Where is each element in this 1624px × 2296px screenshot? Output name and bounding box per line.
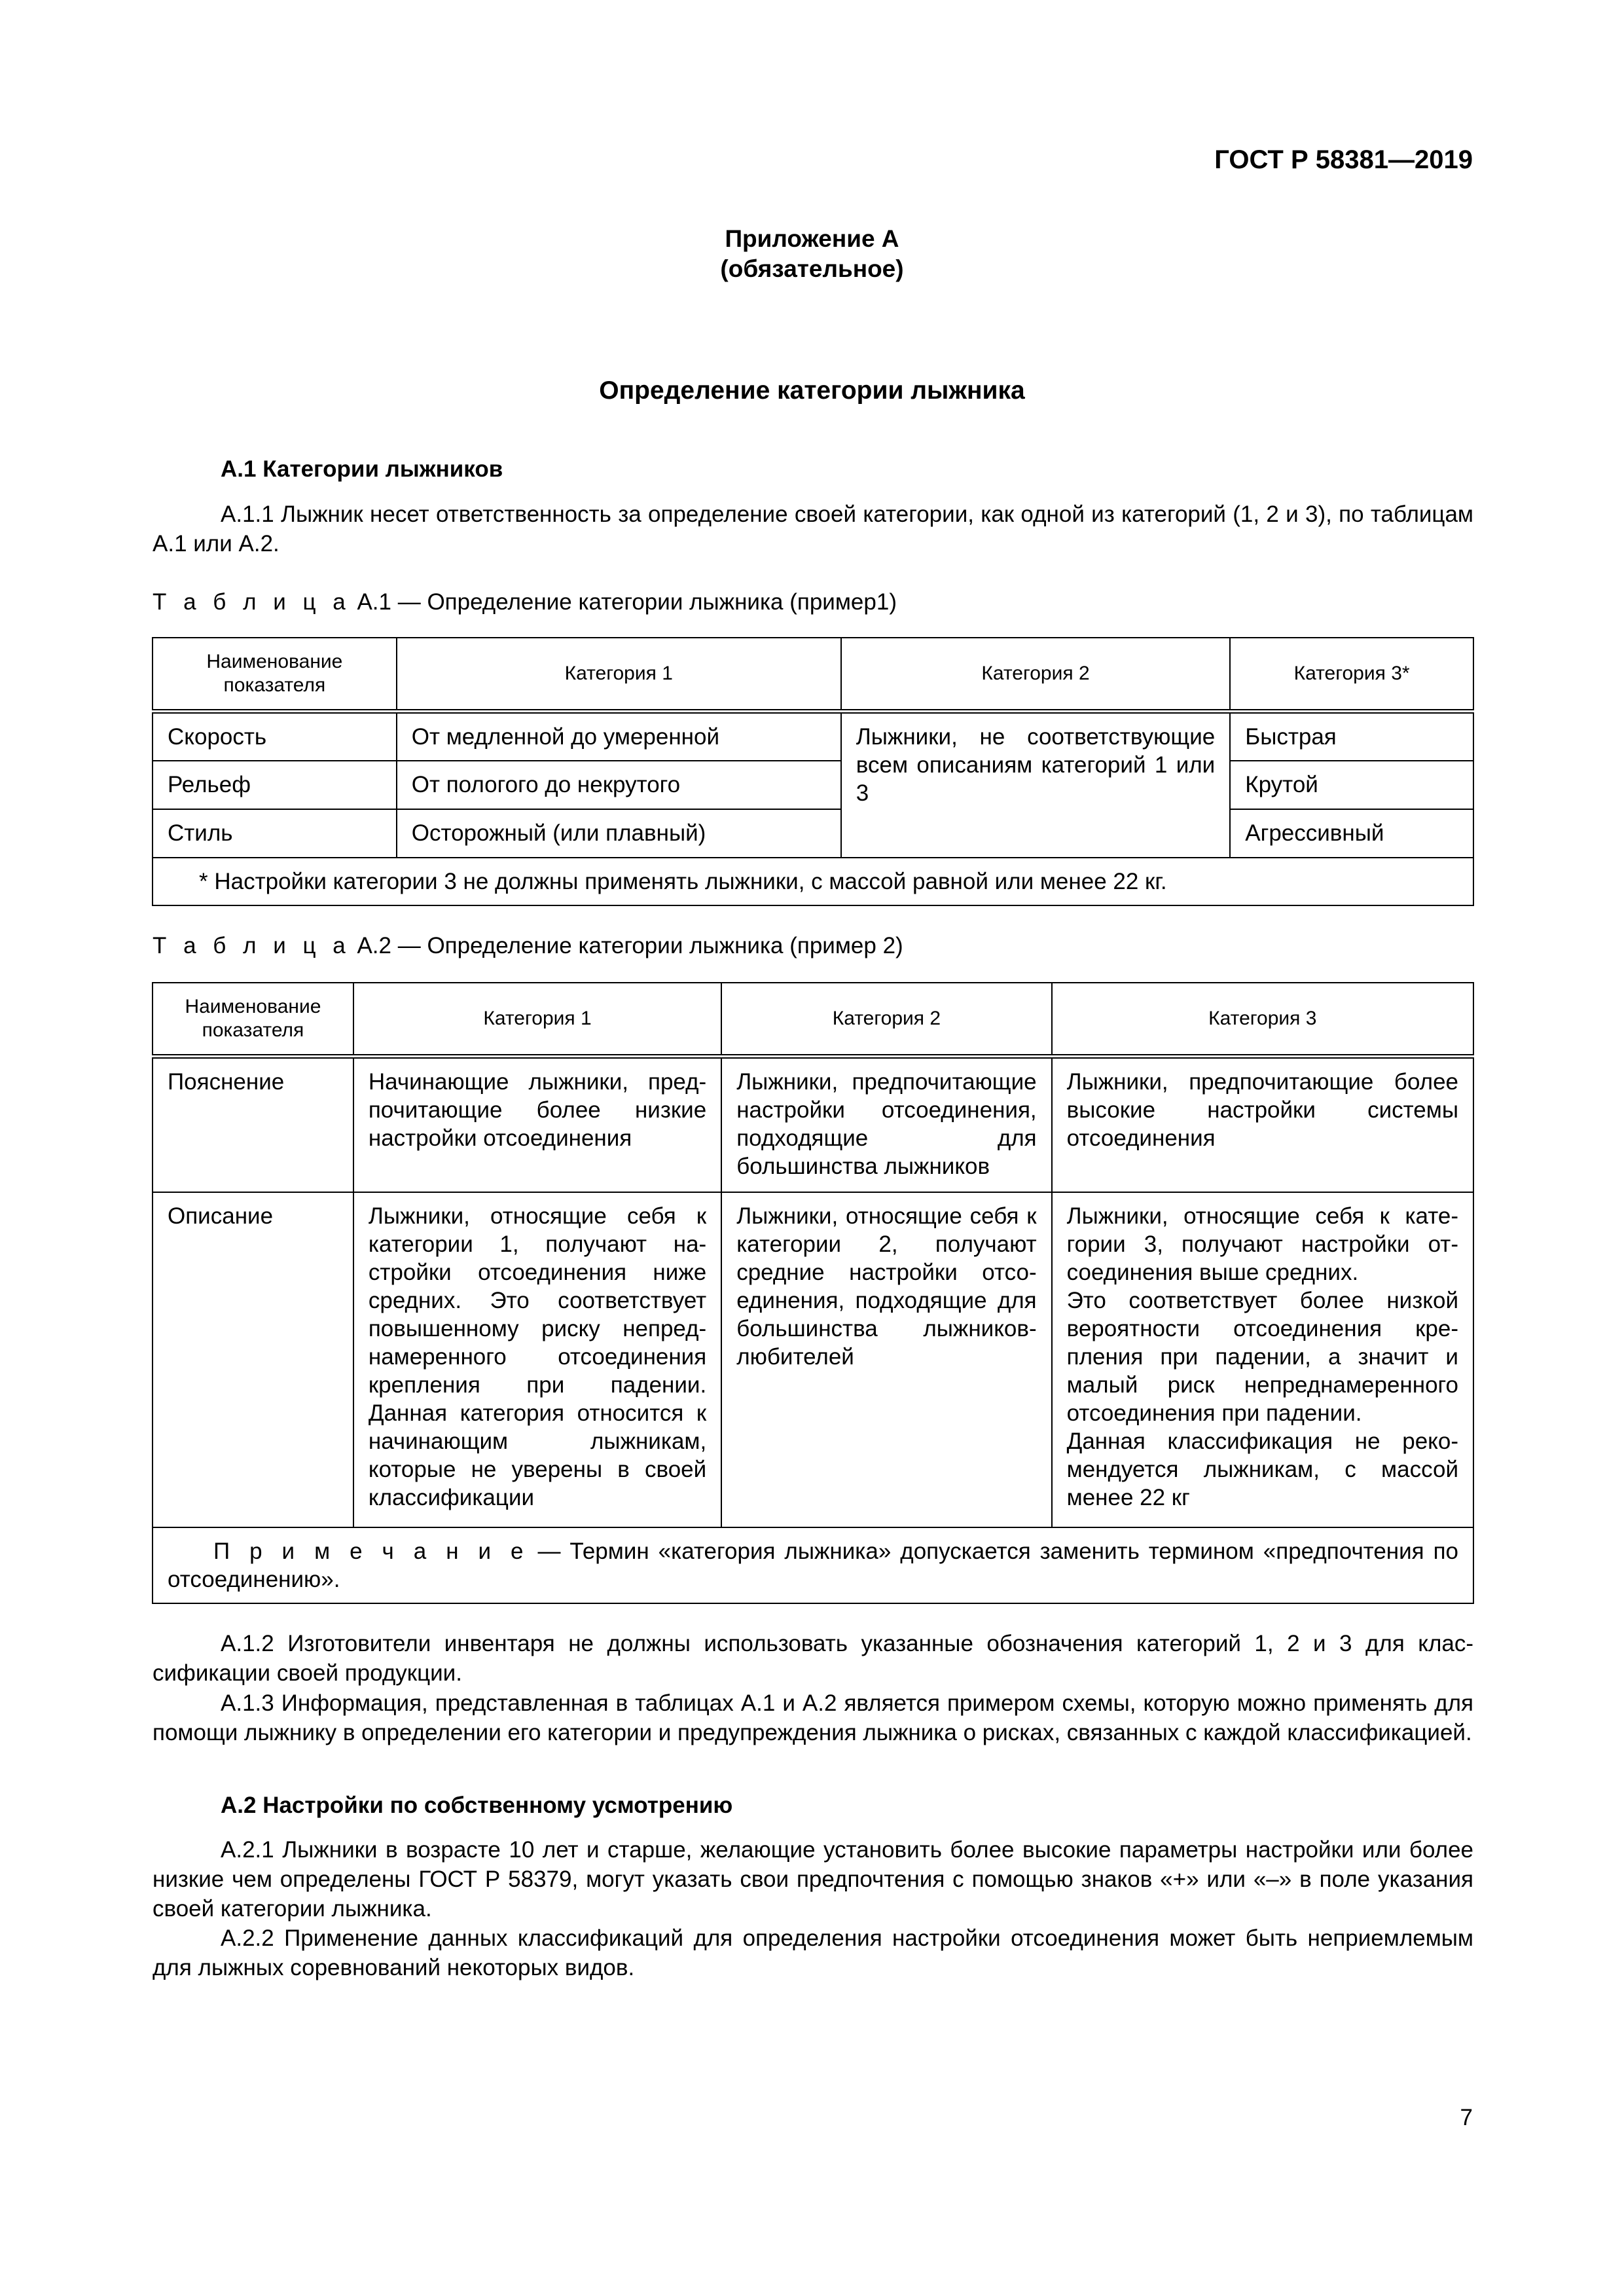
table2-caption: Т а б л и ц а А.2 — Определение категории лыжника (пример 2) [153,933,903,958]
table2-cell-line: Данная классификация не рекомендуется лыжникам, с массой менее 22 кг [1066,1429,1458,1510]
table2-header-cat1: Категория 1 [353,983,721,1056]
annex-status: (обязательное) [720,255,904,282]
table2-cell [1052,1192,1473,1527]
table2-note: П р и м е ч а н и е — Термин «категория лыжника» допускается заменить термином «предпочтения по отсоединению». [153,1527,1473,1603]
annex-label: Приложение А [725,225,899,252]
table-row [153,1056,1473,1192]
table1-header-cat1: Категория 1 [397,638,841,711]
table2-cell: Описание [153,1192,353,1527]
table1-cell: Крутой [1230,761,1473,809]
table2-cell: Пояснение [153,1056,353,1192]
paragraph-a2-1: А.2.1 Лыжники в возрасте 10 лет и старше, желающие установить более высокие параметры настройки или более низкие чем определены ГОСТ Р 58379, могут указать свои предпочтения с помощью знаков «+» или «–» в поле указания своей категории лыжника. [153,1837,1473,1922]
table1-caption: Т а б л и ц а А.1 — Определение категории лыжника (пример1) [153,589,897,615]
table1-cell: Рельеф [153,761,397,809]
table2-cell-line: Лыжники, относящие себя к категории 3, получают настройки отсоединения выше средних. [1066,1203,1458,1285]
annex-heading: Определение категории лыжника [599,376,1025,405]
table1-cell: Осторожный (или плавный) [397,809,841,858]
table1-cell: Агрессивный [1230,809,1473,858]
table-row [153,711,1473,761]
table2-cell: Лыжники, относящие себя к категории 1, получают настройки отсоединения ниже средних. Это соответствует повышенному риску непреднамеренного отсоединения крепления при падении. Данная категория относится к начинающим лыжникам, которые не уверены в своей классификации [353,1192,721,1527]
paragraph-a2-2: А.2.2 Применение данных классификаций для определения настройки отсоединения может быть неприемлемым для лыжных соревнований некоторых видов. [153,1925,1473,1980]
page-number: 7 [1460,2105,1473,2130]
table1-cell: Скорость [153,711,397,761]
table1-cell-cat2-merged: Лыжники, не соответствующие всем описаниям категорий 1 или 3 [841,711,1230,858]
section-a2-heading: А.2 Настройки по собственному усмотрению [221,1793,733,1818]
section-a1-heading: А.1 Категории лыжников [221,456,503,482]
table2-cell: Лыжники, предпочитающие настройки отсоединения, подходящие для большинства лыжников [721,1056,1051,1192]
paragraph-a1-3: А.1.3 Информация, представленная в таблицах А.1 и А.2 является примером схемы, которую можно применять для помощи лыжнику в определении его категории и предупреждения лыжника о рисках, связанных с каждой классификацией. [153,1690,1473,1745]
annex-title [0,224,1624,284]
document-code: ГОСТ Р 58381—2019 [1214,145,1473,174]
table2-header-name: Наименование показателя [153,983,353,1056]
paragraph-a1-2: А.1.2 Изготовители инвентаря не должны использовать указанные обозначения категорий 1, 2 и 3 для классификации своей продукции. [153,1631,1473,1686]
table2-cell: Лыжники, предпочитающие более высокие настройки системы отсоединения [1052,1056,1473,1192]
table-a1 [152,637,1474,906]
table-a2 [152,982,1474,1604]
table2-cell-line: Это соответствует более низкой вероятности отсоединения крепления при падении, а значит и малый риск непреднамеренного отсоединения при падении. [1066,1288,1458,1426]
table1-header-cat3: Категория 3* [1230,638,1473,711]
table-row [153,1192,1473,1527]
table-row [153,809,1473,858]
table1-cell: Стиль [153,809,397,858]
paragraph-a1-1: А.1.1 Лыжник несет ответственность за определение своей категории, как одной из категорий (1, 2 и 3), по таблицам А.1 или А.2. [153,501,1473,556]
table-row [153,761,1473,809]
table1-cell: От пологого до некрутого [397,761,841,809]
table2-cell: Лыжники, относящие себя к категории 2, получают средние настройки отсоединения, подходящие для большинства лыжников-любителей [721,1192,1051,1527]
table2-cell: Начинающие лыжники, предпочитающие более низкие настройки отсоединения [353,1056,721,1192]
table1-cell: От медленной до умеренной [397,711,841,761]
table2-header-cat2: Категория 2 [721,983,1051,1056]
table1-footnote: * Настройки категории 3 не должны применять лыжники, с массой равной или менее 22 кг. [153,858,1473,905]
table2-header-cat3: Категория 3 [1052,983,1473,1056]
table1-header-cat2: Категория 2 [841,638,1230,711]
table1-header-name: Наименование показателя [153,638,397,711]
table1-cell: Быстрая [1230,711,1473,761]
